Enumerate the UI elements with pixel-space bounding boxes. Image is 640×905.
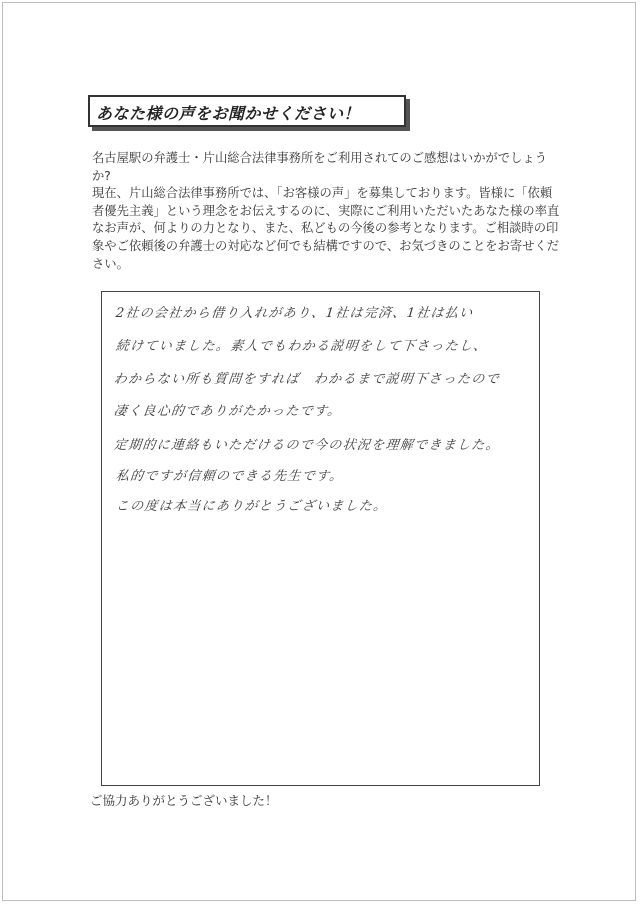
handwritten-line-3: わからない所も質問をすれば わかるまで説明下さったので [113, 372, 501, 387]
handwritten-line-1: 2社の会社から借り入れがあり、1社は完済、1社は払い [115, 306, 475, 321]
handwritten-line-2: 続けていました。素人でもわかる説明をして下さったし、 [115, 339, 489, 354]
intro-text [92, 150, 562, 273]
intro-paragraph-2: 現在、片山総合法律事務所では、「お客様の声」を募集しております。皆様に「依頼者優先主義」という理念をお伝えするのに、実際にご利用いただいたあなた様の率直なお声が、何よりの力となり、また、私どもの今後の参考となります。ご相談時の印象やご依頼後の弁護士の対応など何でも結構ですので、お気づきのことをお寄せください。 [92, 186, 560, 271]
handwritten-line-6: 私的ですが信頼のできる先生です。 [115, 469, 345, 484]
page-title: あなた様の声をお聞かせください！ [96, 104, 361, 123]
title-banner [88, 95, 406, 127]
handwritten-line-5: 定期的に連絡もいただけるので今の状況を理解できました。 [113, 438, 501, 453]
handwritten-line-7: この度は本当にありがとうございました。 [115, 499, 389, 514]
handwritten-comment-box [101, 291, 540, 786]
intro-paragraph-1: 名古屋駅の弁護士・片山総合法律事務所をご利用されてのご感想はいかがでしょうか? [92, 151, 547, 183]
closing-message: ご協力ありがとうございました！ [90, 793, 278, 808]
handwritten-line-4: 凄く良心的でありがたかったです。 [113, 404, 343, 419]
